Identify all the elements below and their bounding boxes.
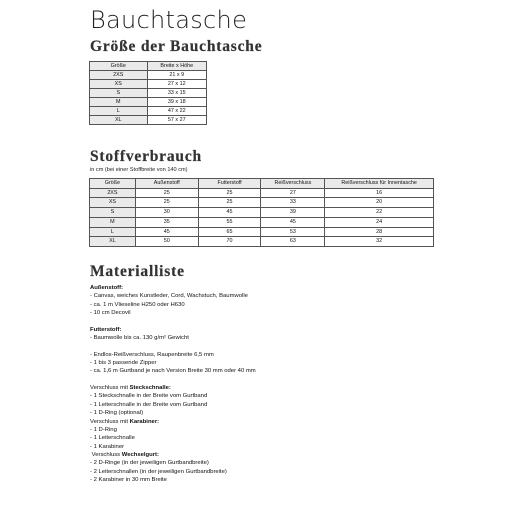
fabric-col-groesse: Größe [90, 179, 136, 189]
size-cell: 2XS [90, 188, 136, 198]
dimension-cell: 39 x 18 [147, 98, 206, 107]
material-line: Außenstoff: [90, 285, 124, 291]
value-cell: 45 [261, 217, 325, 227]
material-section-heading: Materialliste [90, 263, 185, 280]
table-row [90, 116, 207, 125]
table-row [90, 217, 434, 227]
table-row [90, 89, 207, 98]
value-cell: 20 [325, 198, 434, 208]
value-cell: 53 [261, 227, 325, 237]
value-cell: 25 [198, 188, 261, 198]
dimension-cell: 57 x 27 [147, 116, 206, 125]
value-cell: 27 [261, 188, 325, 198]
value-cell: 24 [325, 217, 434, 227]
size-cell: XL [90, 237, 136, 247]
dimension-cell: 21 x 9 [147, 71, 206, 80]
value-cell: 55 [198, 217, 261, 227]
spacer [90, 317, 256, 325]
table-row [90, 80, 207, 89]
value-cell: 25 [198, 198, 261, 208]
dimension-cell: 33 x 15 [147, 89, 206, 98]
material-line: Verschluss mit Karabiner: [90, 418, 160, 425]
value-cell: 45 [135, 227, 198, 237]
size-cell: S [90, 89, 148, 98]
size-cell: M [90, 98, 148, 107]
size-cell: L [90, 107, 148, 116]
material-line: - 2 Leiterschnallen (in der jeweiligen Gurtbandbreite) [90, 468, 227, 475]
material-line: - Baumwolle bis ca. 130 g/m² Gewicht [90, 335, 189, 342]
table-row [90, 208, 434, 218]
size-cell: S [90, 208, 136, 218]
value-cell: 45 [198, 208, 261, 218]
size-table [89, 61, 207, 125]
value-cell: 22 [325, 208, 434, 218]
value-cell: 30 [135, 208, 198, 218]
fabric-col-reissverschluss-innentasche: Reißverschluss für Innentasche [325, 179, 434, 189]
material-line: - ca. 1,6 m Gurtband je nach Version Breite 30 mm oder 40 mm [90, 368, 256, 375]
material-line: - 1 Leiterschnalle [90, 435, 135, 442]
fabric-col-futterstoff: Futterstoff [198, 179, 261, 189]
dimension-cell: 47 x 22 [147, 107, 206, 116]
material-line: - Canvas, weiches Kunstleder, Cord, Wachstuch, Baumwolle [90, 293, 248, 300]
dimension-cell: 27 x 12 [147, 80, 206, 89]
table-row [90, 107, 207, 116]
size-section-heading: Größe der Bauchtasche [90, 38, 263, 55]
material-line: - 1 D-Ring [90, 426, 117, 433]
table-row [90, 237, 434, 247]
material-line: - 2 D-Ringe (in der jeweiligen Gurtbandbreite) [90, 460, 209, 467]
table-row [90, 188, 434, 198]
material-line: Verschluss Wechselgurt: [90, 451, 159, 458]
size-col-groesse: Größe [90, 62, 148, 71]
fabric-col-reissverschluss: Reißverschluss [261, 179, 325, 189]
fabric-table-header-row [90, 179, 434, 189]
material-line: - ca. 1 m Vlieseline H250 oder H630 [90, 301, 185, 308]
material-line: - 1 Karabiner [90, 443, 125, 450]
value-cell: 33 [261, 198, 325, 208]
table-row [90, 198, 434, 208]
fabric-section-heading: Stoffverbrauch [90, 148, 202, 165]
size-table-header-row [90, 62, 207, 71]
value-cell: 28 [325, 227, 434, 237]
fabric-section-note: in cm (bei einer Stoffbreite von 140 cm) [90, 167, 188, 173]
size-cell: L [90, 227, 136, 237]
material-line: - 1 Leiterschnalle in der Breite vom Gurtband [90, 401, 208, 408]
value-cell: 65 [198, 227, 261, 237]
material-line: - 1 bis 3 passende Zipper [90, 360, 157, 367]
material-line: - 10 cm Decovil [90, 310, 131, 317]
table-row [90, 98, 207, 107]
spacer [90, 376, 256, 384]
material-line: Verschluss mit Steckschnalle: [90, 385, 171, 392]
size-cell: XL [90, 116, 148, 125]
value-cell: 70 [198, 237, 261, 247]
size-cell: M [90, 217, 136, 227]
size-cell: 2XS [90, 71, 148, 80]
fabric-col-aussenstoff: Außenstoff [135, 179, 198, 189]
value-cell: 63 [261, 237, 325, 247]
material-line: Futterstoff: [90, 326, 122, 333]
table-row [90, 227, 434, 237]
value-cell: 16 [325, 188, 434, 198]
material-line: - 1 D-Ring (optional) [90, 410, 144, 417]
material-line: - 1 Steckschnalle in der Breite vom Gurtband [90, 393, 208, 400]
table-row [90, 71, 207, 80]
value-cell: 25 [135, 188, 198, 198]
value-cell: 32 [325, 237, 434, 247]
fabric-table [89, 178, 434, 247]
material-line: - 2 Karabiner in 30 mm Breite [90, 476, 167, 483]
value-cell: 35 [135, 217, 198, 227]
size-cell: XS [90, 198, 136, 208]
value-cell: 25 [135, 198, 198, 208]
size-col-breite-hoehe: Breite x Höhe [147, 62, 206, 71]
value-cell: 39 [261, 208, 325, 218]
size-cell: XS [90, 80, 148, 89]
page-title: Bauchtasche [90, 6, 248, 34]
spacer [90, 342, 256, 350]
material-list [90, 284, 256, 484]
material-line: - Endlos-Reißverschluss, Raupenbreite 6,5 mm [90, 351, 214, 358]
value-cell: 50 [135, 237, 198, 247]
